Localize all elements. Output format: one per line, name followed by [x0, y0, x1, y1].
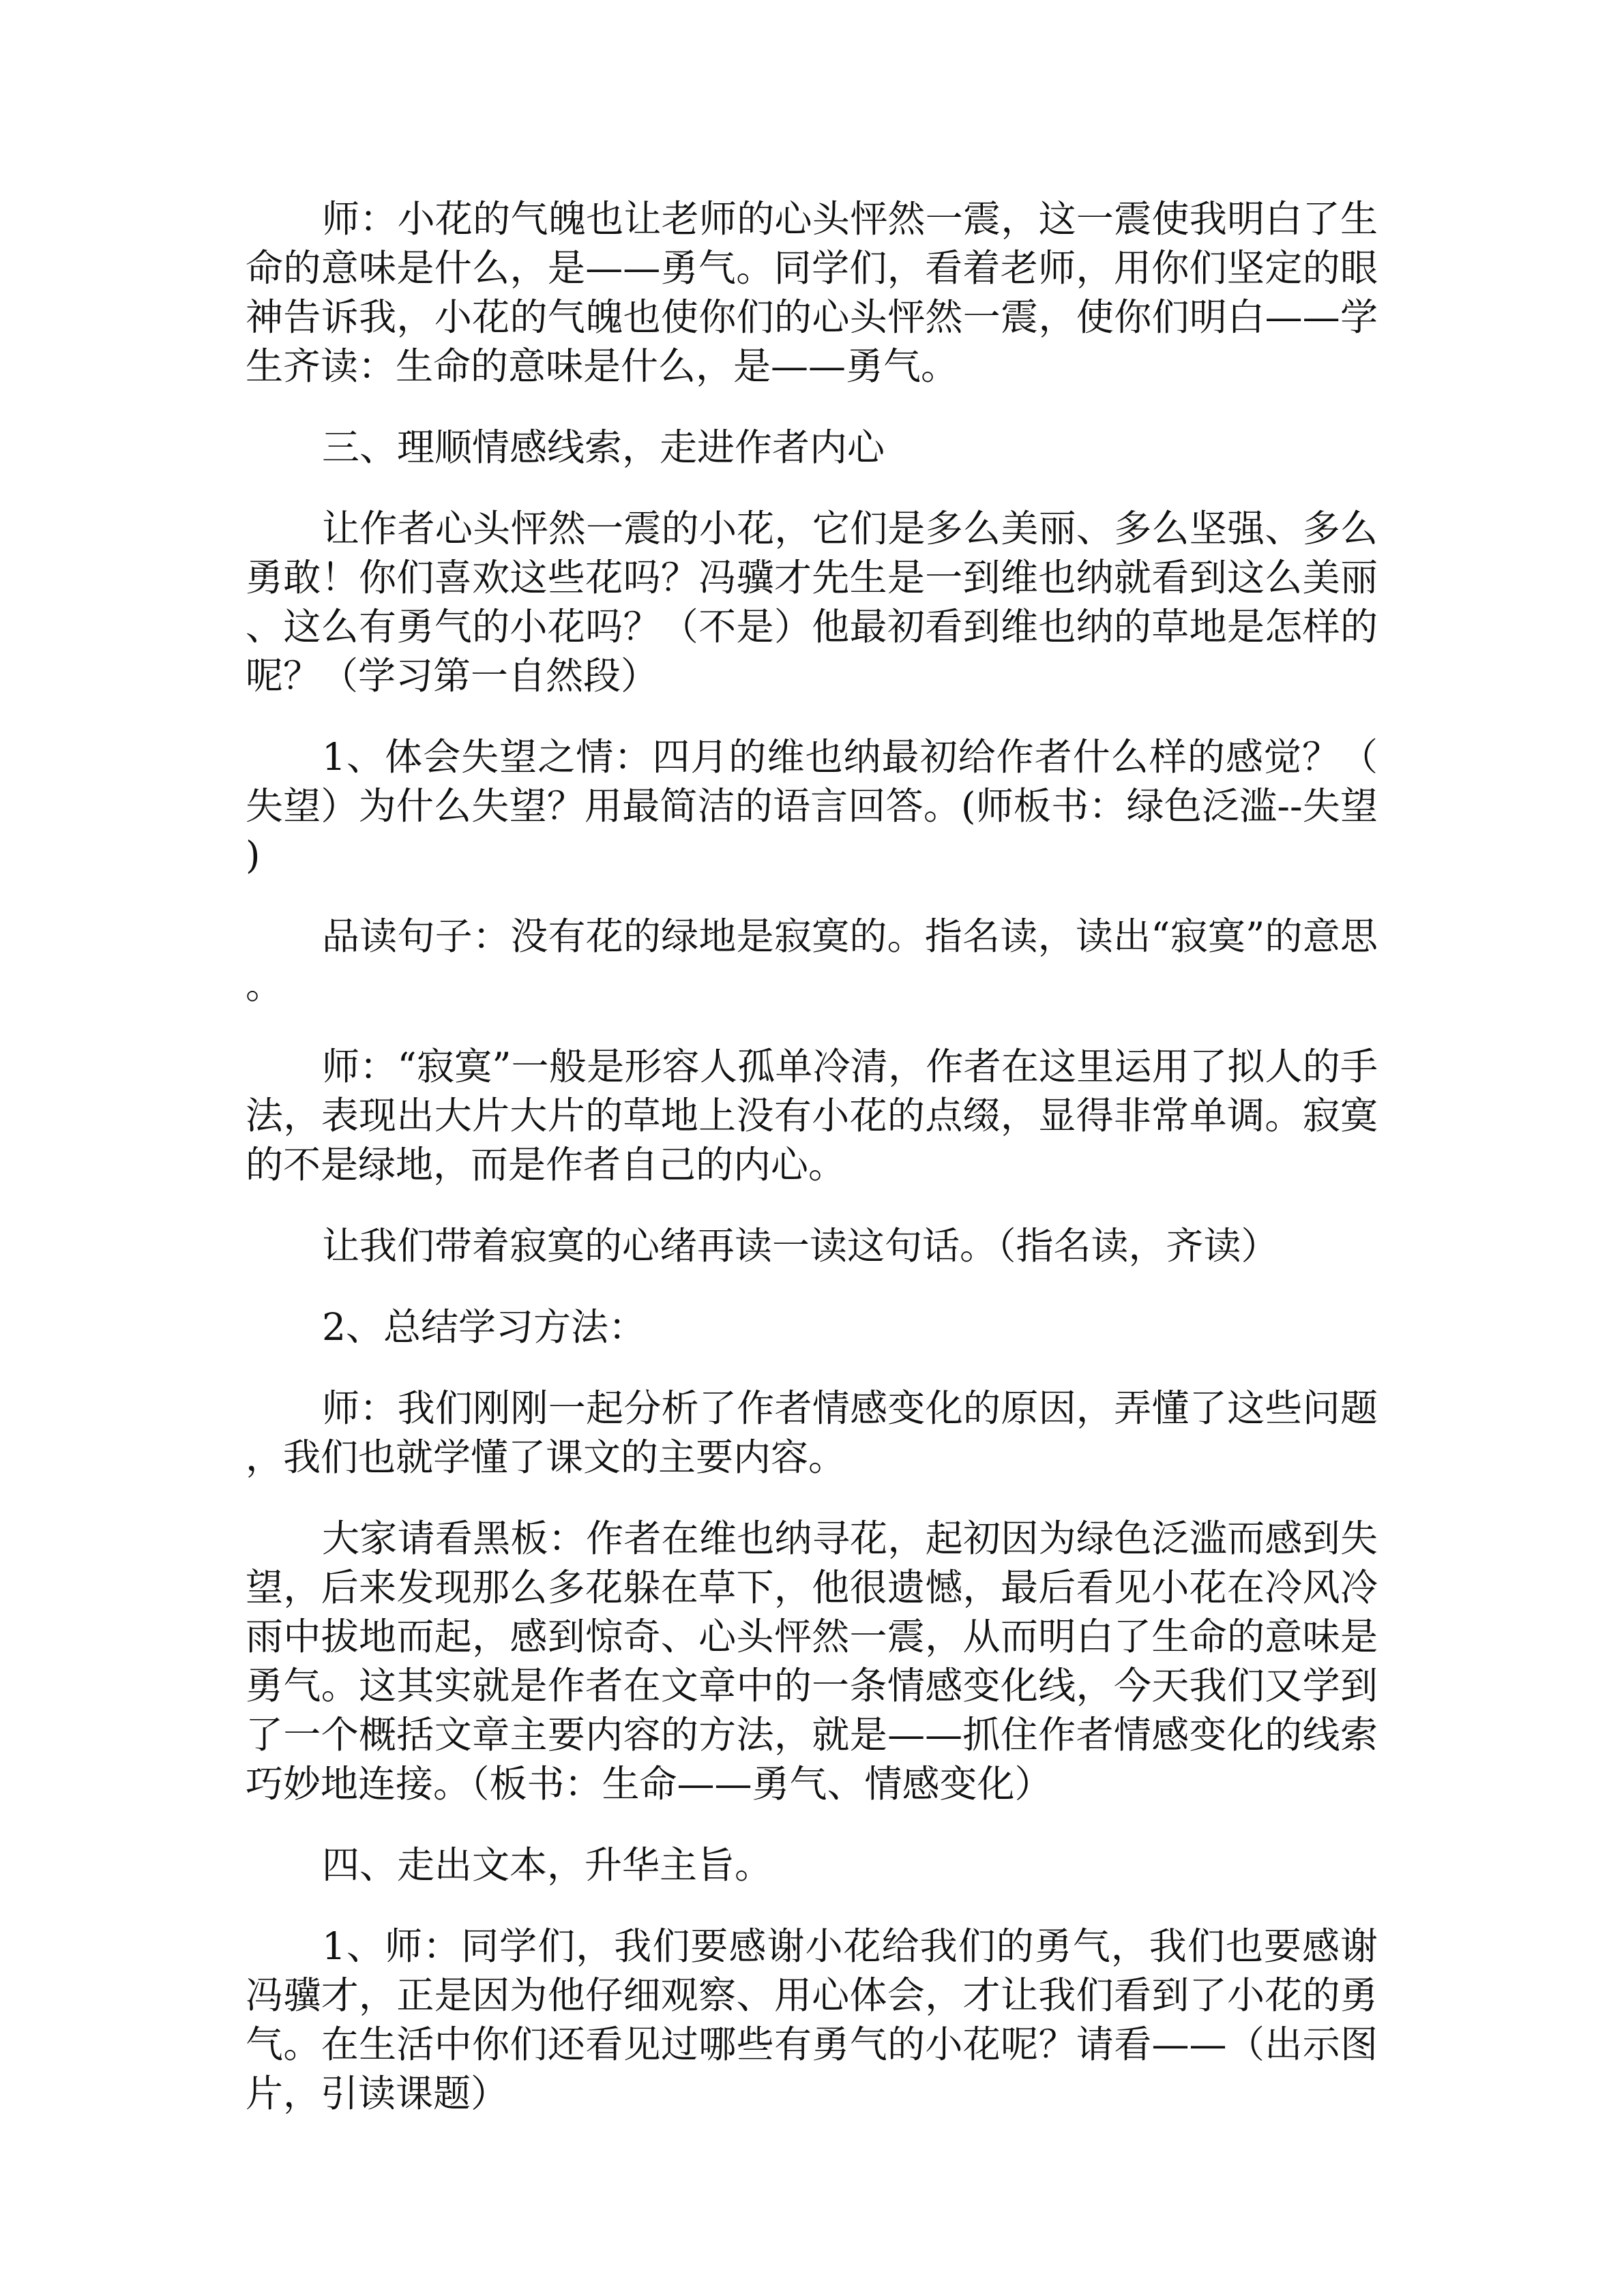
paragraph-disappointment: 1、体会失望之情：四月的维也纳最初给作者什么样的感觉？（失望）为什么失望？用最简洁的语言回答。(师板书：绿色泛滥--失望): [246, 735, 1378, 877]
paragraph-teacher-courage: 师：小花的气魄也让老师的心头怦然一震，这一震使我明白了生命的意味是什么，是——勇气。同学们，看着老师，用你们坚定的眼神告诉我，小花的气魄也使你们的心头怦然一震，使你们明白——学生齐读：生命的意味是什么，是——勇气。: [246, 197, 1378, 388]
paragraph-read-sentence: 品读句子：没有花的绿地是寂寞的。指名读，读出“寂寞”的意思。: [246, 914, 1378, 1007]
paragraph-blackboard: 大家请看黑板：作者在维也纳寻花，起初因为绿色泛滥而感到失望，后来发现那么多花躲在草下，他很遗憾，最后看见小花在冷风冷雨中拔地而起，感到惊奇、心头怦然一震，从而明白了生命的意味是勇气。这其实就是作者在文章中的一条情感变化线，今天我们又学到了一个概括文章主要内容的方法，就是——抓住作者情感变化的线索巧妙地连接。（板书：生命——勇气、情感变化）: [246, 1517, 1378, 1806]
section-heading-4: 四、走出文本，升华主旨。: [322, 1843, 773, 1887]
paragraph-read-again: 让我们带着寂寞的心绪再读一读这句话。（指名读，齐读）: [322, 1224, 1279, 1268]
subheading-summary-method: 2、总结学习方法：: [322, 1305, 646, 1349]
paragraph-analysis: 师：我们刚刚一起分析了作者情感变化的原因，弄懂了这些问题，我们也就学懂了课文的主要内容。: [246, 1386, 1378, 1479]
paragraph-loneliness-explained: 师：“寂寞”一般是形容人孤单冷清，作者在这里运用了拟人的手法，表现出大片大片的草地上没有小花的点缀，显得非常单调。寂寞的不是绿地，而是作者自己的内心。: [246, 1045, 1378, 1187]
paragraph-thanks: 1、师：同学们，我们要感谢小花给我们的勇气，我们也要感谢冯骥才，正是因为他仔细观察、用心体会，才让我们看到了小花的勇气。在生活中你们还看见过哪些有勇气的小花呢？请看——（出示图片，引读课题）: [246, 1924, 1378, 2115]
paragraph-flowers-question: 让作者心头怦然一震的小花，它们是多么美丽、多么坚强、多么勇敢！你们喜欢这些花吗？冯骥才先生是一到维也纳就看到这么美丽、这么有勇气的小花吗？（不是）他最初看到维也纳的草地是怎样的呢？（学习第一自然段）: [246, 507, 1378, 698]
document-body: [246, 194, 1378, 2150]
section-heading-3: 三、理顺情感线索，走进作者内心: [322, 426, 885, 469]
